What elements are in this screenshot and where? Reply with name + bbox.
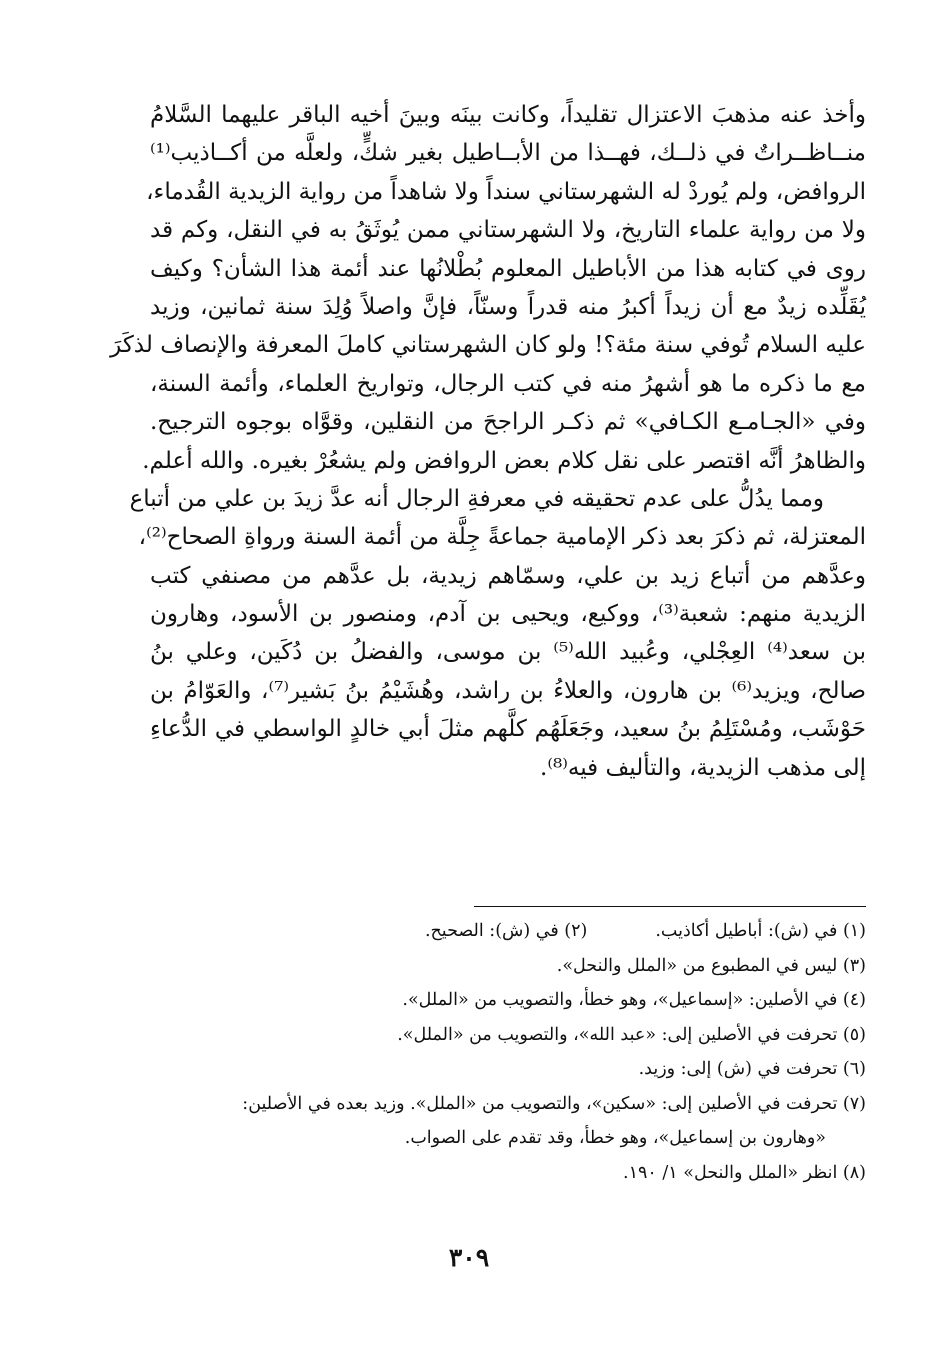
footnote-2: (٢) في (ش): الصحيح.	[424, 921, 588, 941]
page-number: ٣٠٩	[448, 1243, 490, 1272]
text-line: الزيدية منهم: شعبة⁽³⁾، ووكيع، ويحيى بن آدم، ومنصور بن الأسود، وهارون	[150, 601, 866, 628]
footnote-6: (٦) تحرفت في (ش) إلى: وزيد.	[638, 1059, 866, 1079]
paragraph-start-line: ومما يدُلُّ على عدم تحقيقه في معرفةِ الرجال أنه عدَّ زيدَ بن علي من أتباع	[129, 485, 824, 512]
footnote-5: (٥) تحرفت في الأصلين إلى: «عبد الله»، والتصويب من «الملل».	[397, 1024, 866, 1045]
text-line: مع ما ذكره ما هو أشهرُ منه في كتب الرجال، وتواريخ العلماء، وأئمة السنة،	[150, 370, 866, 397]
text-line: إلى مذهب الزيدية، والتأليف فيه⁽⁸⁾.	[540, 754, 866, 781]
text-line: وأخذ عنه مذهبَ الاعتزال تقليداً، وكانت بينَه وبينَ أخيه الباقر عليهما السَّلامُ	[150, 102, 866, 128]
footnote-7-continuation: «وهارون بن إسماعيل»، وهو خطأ، وقد تقدم على الصواب.	[404, 1128, 826, 1148]
main-text	[110, 96, 866, 787]
footnote-row	[150, 914, 866, 949]
text-line: الروافض، ولم يُوردْ له الشهرستاني سنداً ولا شاهداً من رواية الزيدية القُدماء،	[146, 178, 866, 205]
footnote-separator	[474, 906, 866, 907]
footnote-8: (٨) انظر «الملل والنحل» ١/ ١٩٠.	[623, 1162, 866, 1183]
text-line: بن سعد⁽⁴⁾ العِجْلي، وعُبيد الله⁽⁵⁾ بن موسى، والفضلُ بن دُكَين، وعلي بنُ	[150, 639, 866, 666]
footnotes	[150, 914, 866, 1190]
text-line: المعتزلة، ثم ذكرَ بعد ذكر الإمامية جماعةً جِلَّة من أئمة السنة ورواةِ الصحاح⁽²⁾،	[138, 524, 866, 551]
text-line: يُقَلِّده زيدٌ مع أن زيداً أكبرُ منه قدراً وسنّاً، فإنَّ واصلاً وُلِدَ سنة ثمانين، وزيد	[150, 293, 866, 320]
text-line: منــاظــراتٌ في ذلــك، فهــذا من الأبــاطيل بغير شكٍّ، ولعلَّه من أكــاذيب⁽¹⁾	[150, 140, 866, 167]
text-line: وفي «الجـامـع الكـافي» ثم ذكـر الراجحَ من النقلين، وقوَّاه بوجوه الترجيح.	[150, 409, 866, 436]
text-line: والظاهرُ أنَّه اقتصر على نقل كلام بعض الروافض ولم يشعُرْ بغيره. والله أعلم.	[142, 447, 866, 474]
text-line: صالح، ويزيد⁽⁶⁾ بن هارون، والعلاءُ بن راشد، وهُشَيْمُ بنُ بَشير⁽⁷⁾، والعَوّامُ بن	[150, 677, 866, 704]
text-line: ولا من رواية علماء التاريخ، ولا الشهرستاني ممن يُوثَقُ به في النقل، وكم قد	[150, 217, 866, 244]
text-line: روى في كتابه هذا من الأباطيل المعلوم بُطْلانُها عند أئمة هذا الشأن؟ وكيف	[150, 255, 866, 282]
footnote-1: (١) في (ش): أباطيل أكاذيب.	[655, 921, 866, 941]
footnote-3: (٣) ليس في المطبوع من «الملل والنحل».	[556, 955, 866, 976]
text-line: حَوْشَب، ومُسْتَلِمُ بنُ سعيد، وجَعَلَهُم كلَّهم مثلَ أبي خالدٍ الواسطي في الدُّعاءِ	[150, 716, 866, 743]
text-line: وعدَّهم من أتباع زيد بن علي، وسمّاهم زيدية، بل عدَّهم من مصنفي كتب	[150, 562, 866, 589]
text-line: عليه السلام تُوفي سنة مئة؟! ولو كان الشهرستاني كاملَ المعرفة والإنصاف لذكَرَ	[110, 332, 866, 359]
footnote-7: (٧) تحرفت في الأصلين إلى: «سكين»، والتصويب من «الملل». وزيد بعده في الأصلين:	[242, 1093, 866, 1114]
footnote-4: (٤) في الأصلين: «إسماعيل»، وهو خطأ، والتصويب من «الملل».	[402, 990, 866, 1010]
